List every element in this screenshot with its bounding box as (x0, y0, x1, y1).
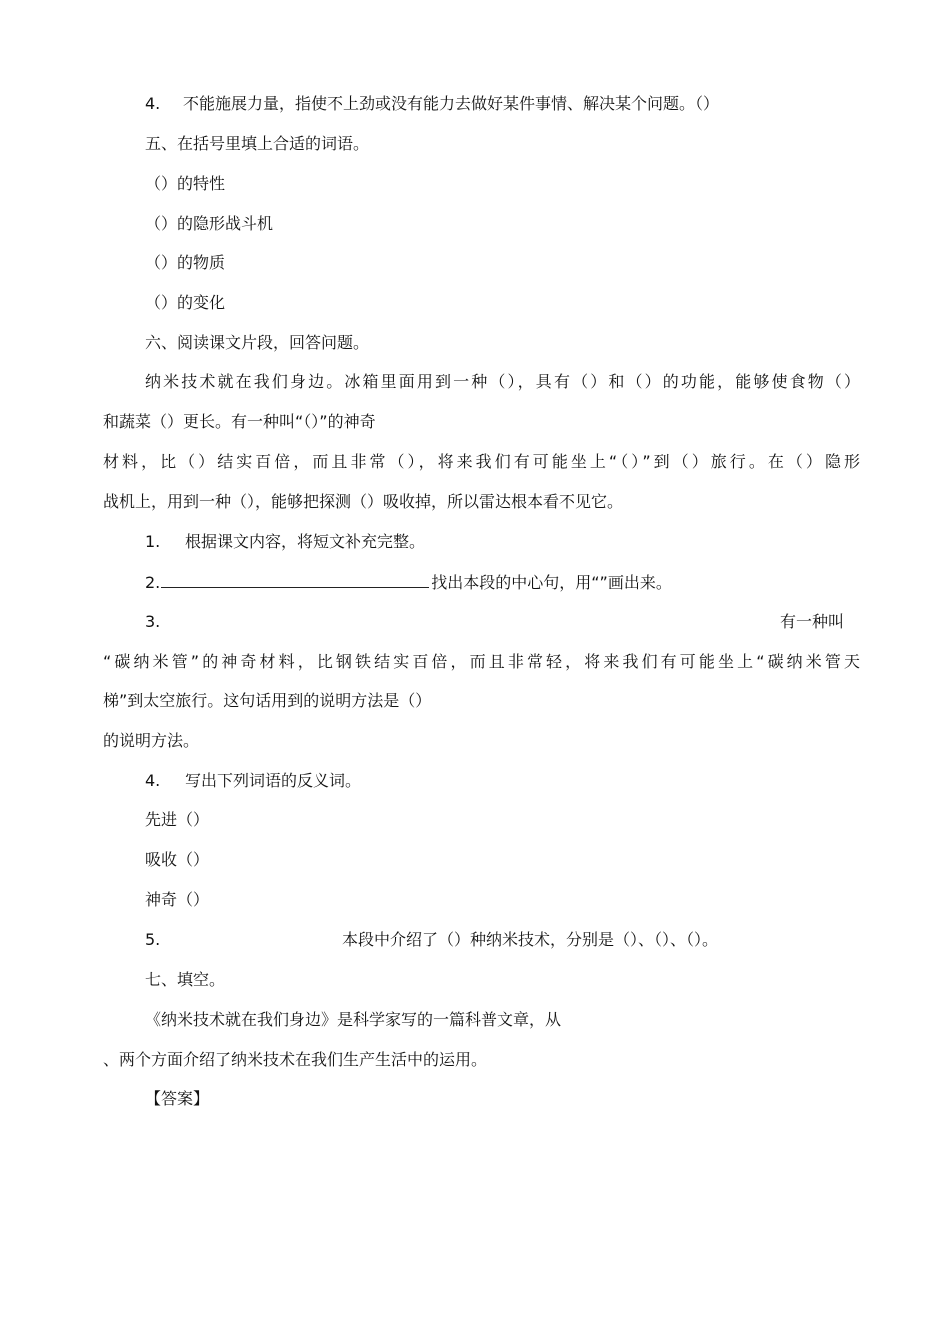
question-3-line: “碳纳米管”的神奇材料，比钢铁结实百倍，而且非常轻，将来我们有可能坐上“碳纳米管天 (103, 652, 860, 671)
answer-label: 【答案】 (145, 1089, 210, 1108)
passage-line: 材料，比（）结实百倍，而且非常（），将来我们有可能坐上“（）”到（）旅行。在（）隐形 (103, 452, 860, 471)
question-5-text: 本段中介绍了（）种纳米技术，分别是（）、（）、（）。 (342, 930, 719, 949)
antonym-item: 神奇（） (145, 890, 210, 909)
item-text: 根据课文内容，将短文补充完整。 (185, 532, 426, 551)
item-number: 4. (145, 94, 161, 113)
item-text: 写出下列词语的反义词。 (185, 771, 362, 790)
question-3-line: 梯”到太空旅行。这句话用到的说明方法是（） (103, 691, 432, 710)
question-3-number: 3. (145, 612, 161, 631)
question-4 (145, 770, 361, 792)
fill-item: （）的物质 (145, 253, 226, 272)
antonym-item: 先进（） (145, 810, 210, 829)
question-3-line: 的说明方法。 (103, 731, 200, 750)
question-3-tail: 有一种叫 (780, 612, 845, 631)
fill-item: （）的变化 (145, 293, 226, 312)
item-number: 2. (145, 573, 161, 592)
question-5-number: 5. (145, 930, 161, 949)
item-text: 找出本段的中心句，用“”画出来。 (431, 573, 672, 592)
question-1 (145, 531, 425, 553)
antonym-item: 吸收（） (145, 850, 210, 869)
passage-line: 纳米技术就在我们身边。冰箱里面用到一种（），具有（）和（）的功能，能够使食物（） (145, 372, 860, 391)
passage-line: 和蔬菜（）更长。有一种叫“（）”的神奇 (103, 412, 376, 431)
item-text: 不能施展力量，指使不上劲或没有能力去做好某件事情、解决某个问题。（） (183, 94, 720, 113)
fill-item: （）的隐形战斗机 (145, 214, 274, 233)
section-5-title: 五、在括号里填上合适的词语。 (145, 134, 370, 153)
question-2 (145, 571, 672, 593)
q4-definition-line (145, 93, 719, 115)
section-7-title: 七、填空。 (145, 970, 226, 989)
section-7-line: 《纳米技术就在我们身边》是科学家写的一篇科普文章，从 (145, 1010, 562, 1029)
section-6-title: 六、阅读课文片段，回答问题。 (145, 333, 370, 352)
item-number: 1. (145, 532, 161, 551)
answer-blank-line (161, 571, 429, 588)
item-number: 4. (145, 771, 161, 790)
passage-line: 战机上，用到一种（），能够把探测（）吸收掉，所以雷达根本看不见它。 (103, 492, 624, 511)
section-7-line: 、两个方面介绍了纳米技术在我们生产生活中的运用。 (103, 1050, 488, 1069)
fill-item: （）的特性 (145, 174, 226, 193)
